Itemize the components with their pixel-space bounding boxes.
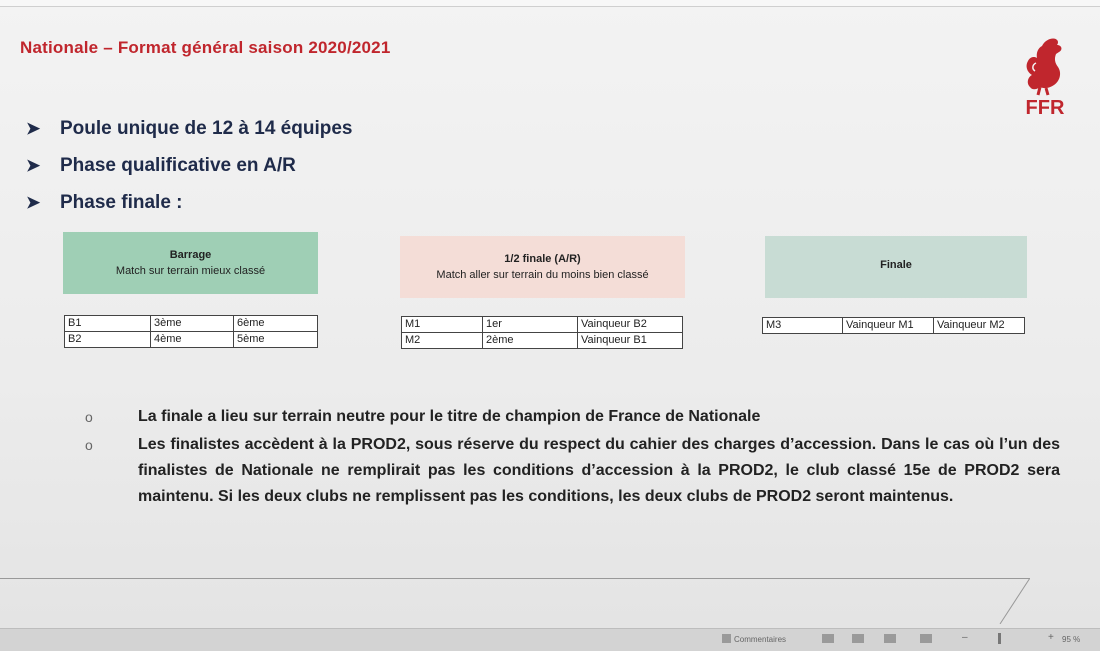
zoom-in-button[interactable]: + bbox=[1048, 632, 1054, 643]
table-cell: 6ème bbox=[234, 316, 318, 332]
zoom-out-button[interactable]: – bbox=[962, 632, 968, 643]
rooster-icon bbox=[1010, 35, 1080, 97]
comments-button[interactable]: Commentaires bbox=[734, 635, 787, 644]
table-row bbox=[763, 318, 1025, 334]
demi-finale-table bbox=[401, 316, 683, 349]
reading-view-icon[interactable] bbox=[884, 634, 896, 643]
status-bar bbox=[0, 628, 1100, 651]
finale-title: Finale bbox=[880, 259, 912, 271]
demi-finale-box bbox=[400, 236, 685, 298]
circle-bullet-icon: o bbox=[85, 437, 93, 453]
ffr-logo bbox=[1010, 35, 1080, 123]
table-cell: B2 bbox=[65, 332, 151, 348]
slide-corner-line bbox=[990, 578, 1030, 624]
finale-box bbox=[765, 236, 1027, 298]
note-item bbox=[85, 432, 1060, 510]
circle-bullet-icon: o bbox=[85, 409, 93, 425]
barrage-subtitle: Match sur terrain mieux classé bbox=[115, 265, 266, 277]
slide-top-border bbox=[0, 0, 1100, 7]
table-cell: M3 bbox=[763, 318, 843, 334]
table-cell: Vainqueur B2 bbox=[578, 317, 683, 333]
table-row bbox=[402, 333, 683, 349]
table-cell: Vainqueur M1 bbox=[843, 318, 934, 334]
table-cell: 4ème bbox=[151, 332, 234, 348]
bullet-list bbox=[26, 110, 352, 221]
finale-table bbox=[762, 317, 1025, 334]
demi-finale-subtitle: Match aller sur terrain du moins bien classé bbox=[436, 269, 649, 281]
bullet-item bbox=[26, 184, 352, 221]
arrow-bullet-icon: ➤ bbox=[26, 118, 41, 138]
notes-list bbox=[85, 404, 1060, 512]
bullet-item bbox=[26, 110, 352, 147]
barrage-table bbox=[64, 315, 318, 348]
table-row bbox=[65, 316, 318, 332]
note-text: La finale a lieu sur terrain neutre pour le titre de champion de France de Nationale bbox=[138, 408, 761, 425]
table-cell: 2ème bbox=[483, 333, 578, 349]
bullet-item bbox=[26, 147, 352, 184]
bullet-text: Phase finale : bbox=[60, 191, 183, 213]
table-cell: Vainqueur M2 bbox=[934, 318, 1025, 334]
slide-title: Nationale – Format général saison 2020/2021 bbox=[20, 38, 391, 57]
normal-view-icon[interactable] bbox=[822, 634, 834, 643]
table-cell: 5ème bbox=[234, 332, 318, 348]
bullet-text: Poule unique de 12 à 14 équipes bbox=[60, 117, 353, 139]
table-cell: M1 bbox=[402, 317, 483, 333]
table-cell: M2 bbox=[402, 333, 483, 349]
barrage-title: Barrage bbox=[169, 249, 212, 261]
zoom-level[interactable]: 95 % bbox=[1062, 635, 1081, 644]
bullet-text: Phase qualificative en A/R bbox=[60, 154, 296, 176]
table-cell: 3ème bbox=[151, 316, 234, 332]
comments-icon[interactable] bbox=[722, 634, 731, 643]
table-cell: B1 bbox=[65, 316, 151, 332]
zoom-slider[interactable] bbox=[998, 633, 1001, 644]
note-item bbox=[85, 404, 1060, 430]
table-cell: 1er bbox=[483, 317, 578, 333]
barrage-box bbox=[63, 232, 318, 294]
table-row bbox=[65, 332, 318, 348]
table-cell: Vainqueur B1 bbox=[578, 333, 683, 349]
slide-sorter-icon[interactable] bbox=[852, 634, 864, 643]
table-row bbox=[402, 317, 683, 333]
slideshow-icon[interactable] bbox=[920, 634, 932, 643]
slide-bottom-border bbox=[0, 578, 1030, 625]
arrow-bullet-icon: ➤ bbox=[26, 155, 41, 175]
arrow-bullet-icon: ➤ bbox=[26, 192, 41, 212]
logo-text: FFR bbox=[1025, 97, 1065, 119]
demi-finale-title: 1/2 finale (A/R) bbox=[504, 253, 581, 265]
note-text: Les finalistes accèdent à la PROD2, sous réserve du respect du cahier des charges d’accession. Dans le cas où l’un des finalistes de Nationale ne remplirait pas les conditions d’accession à la PROD2, le club classé 15e de PROD2 sera maintenu. Si les deux clubs ne remplissent pas les conditions, les deux clubs de PROD2 seront maintenus. bbox=[138, 436, 1060, 505]
